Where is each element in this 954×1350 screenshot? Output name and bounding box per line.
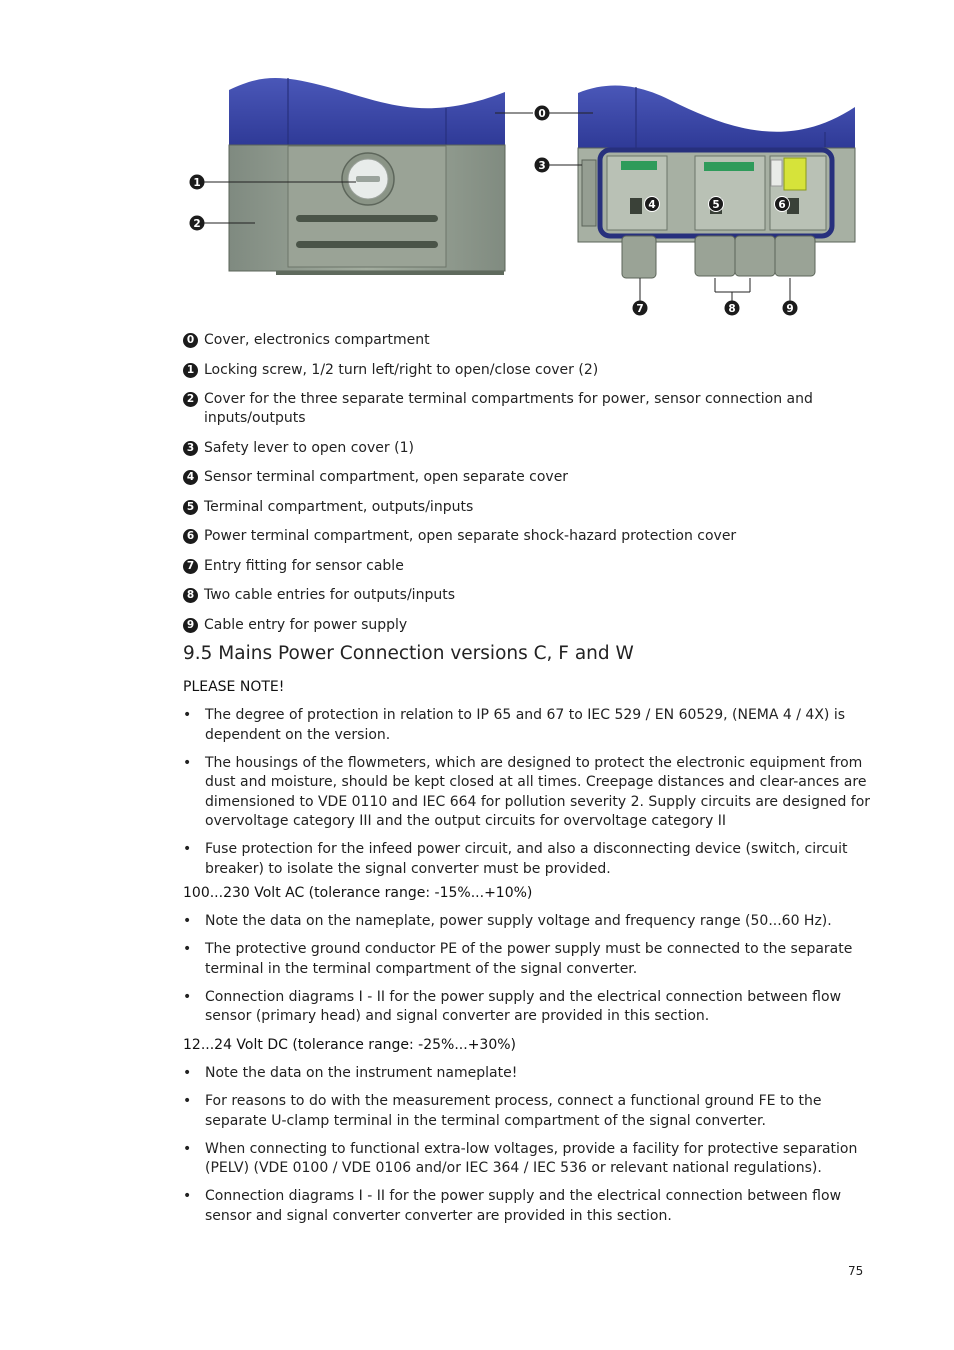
svg-text:6: 6 [778, 199, 786, 211]
svg-text:9: 9 [786, 303, 794, 315]
svg-text:3: 3 [538, 160, 546, 172]
figure-legend [183, 331, 883, 645]
svg-text:5: 5 [712, 199, 720, 211]
legend-number: 0 [183, 333, 198, 348]
legend-item [183, 390, 883, 428]
list-item: • Connection diagrams I - II for the power supply and the electrical connection between flow sensor and signal converter converter are provided in this section. [183, 1187, 873, 1226]
legend-item [183, 557, 883, 576]
section-title: 9.5 Mains Power Connection versions C, F and W [183, 643, 634, 664]
svg-text:8: 8 [728, 303, 736, 315]
open-housing [578, 86, 855, 278]
closed-housing [229, 78, 505, 275]
housing-figure [170, 70, 870, 325]
legend-text: Two cable entries for outputs/inputs [204, 587, 455, 603]
callout-6 [775, 197, 790, 212]
svg-text:1: 1 [193, 177, 201, 189]
legend-item [183, 331, 883, 350]
legend-item [183, 468, 883, 487]
legend-number: 5 [183, 500, 198, 515]
legend-number: 9 [183, 618, 198, 633]
note-heading: PLEASE NOTE! [183, 679, 285, 695]
legend-text: Sensor terminal compartment, open separate cover [204, 469, 569, 485]
callout-1 [190, 175, 205, 190]
legend-number: 8 [183, 588, 198, 603]
legend-number: 4 [183, 470, 198, 485]
svg-text:2: 2 [193, 218, 201, 230]
ac-list [183, 912, 873, 1035]
list-item: • When connecting to functional extra-low voltages, provide a facility for protective separation (PELV) (VDE 0100 / VDE 0106 and/or IEC 364 / IEC 536 or relevant national regulations). [183, 1140, 873, 1179]
svg-text:7: 7 [636, 303, 644, 315]
legend-text: Terminal compartment, outputs/inputs [204, 498, 474, 515]
callout-3 [535, 158, 550, 173]
legend-text: Cover for the three separate terminal compartments for power, sensor connection and inputs/outputs [204, 391, 813, 426]
legend-item [183, 361, 883, 380]
list-item: • Fuse protection for the infeed power circuit, and also a disconnecting device (switch, circuit breaker) to isolate the signal converter must be provided. [183, 840, 873, 879]
list-item: • For reasons to do with the measurement process, connect a functional ground FE to the separate U-clamp terminal in the terminal compartment of the signal converter. [183, 1092, 873, 1131]
callout-7 [633, 301, 648, 316]
svg-text:0: 0 [538, 108, 546, 120]
callout-0 [535, 106, 550, 121]
callout-5 [709, 197, 724, 212]
ac-heading: 100...230 Volt AC (tolerance range: -15%...+10%) [183, 885, 533, 901]
list-item: • The protective ground conductor PE of the power supply must be connected to the separate terminal in the terminal compartment of the signal converter. [183, 940, 873, 979]
dc-heading: 12...24 Volt DC (tolerance range: -25%...+30%) [183, 1037, 517, 1053]
list-item: • Connection diagrams I - II for the power supply and the electrical connection between flow sensor (primary head) and signal converter are provided in this section. [183, 988, 873, 1027]
legend-number: 1 [183, 363, 198, 378]
note-list [183, 706, 873, 888]
list-item: • Note the data on the nameplate, power supply voltage and frequency range (50...60 Hz). [183, 912, 873, 932]
legend-text: Cable entry for power supply [204, 616, 408, 633]
list-item: • Note the data on the instrument nameplate! [183, 1064, 873, 1084]
callout-4 [645, 197, 660, 212]
legend-item [183, 439, 883, 458]
dc-list [183, 1064, 873, 1235]
callout-8 [725, 301, 740, 316]
page-number: 75 [848, 1264, 864, 1278]
legend-text: Safety lever to open cover (1) [204, 439, 414, 456]
list-item: • The housings of the flowmeters, which are designed to protect the electronic equipment from dust and moisture, should be kept closed at all times. Creepage distances and clear-ances are dimensioned to VDE 0110 and IEC 664 for pollution severity 2. Supply circuits are designed for overvoltage category III and the output circuits for overvoltage category II [183, 754, 873, 832]
legend-item [183, 527, 883, 546]
legend-text: Cover, electronics compartment [204, 332, 430, 348]
legend-item [183, 498, 883, 517]
legend-text: Entry fitting for sensor cable [204, 557, 404, 574]
callout-9 [783, 301, 798, 316]
list-item: • The degree of protection in relation to IP 65 and 67 to IEC 529 / EN 60529, (NEMA 4 / 4X) is dependent on the version. [183, 706, 873, 745]
legend-text: Power terminal compartment, open separate shock-hazard protection cover [204, 528, 737, 544]
svg-text:4: 4 [648, 199, 656, 211]
legend-text: Locking screw, 1/2 turn left/right to open/close cover (2) [204, 361, 599, 378]
legend-item [183, 616, 883, 635]
legend-number: 7 [183, 559, 198, 574]
callout-2 [190, 216, 205, 231]
legend-item [183, 586, 883, 605]
legend-number: 3 [183, 441, 198, 456]
legend-number: 6 [183, 529, 198, 544]
legend-number: 2 [183, 392, 198, 407]
